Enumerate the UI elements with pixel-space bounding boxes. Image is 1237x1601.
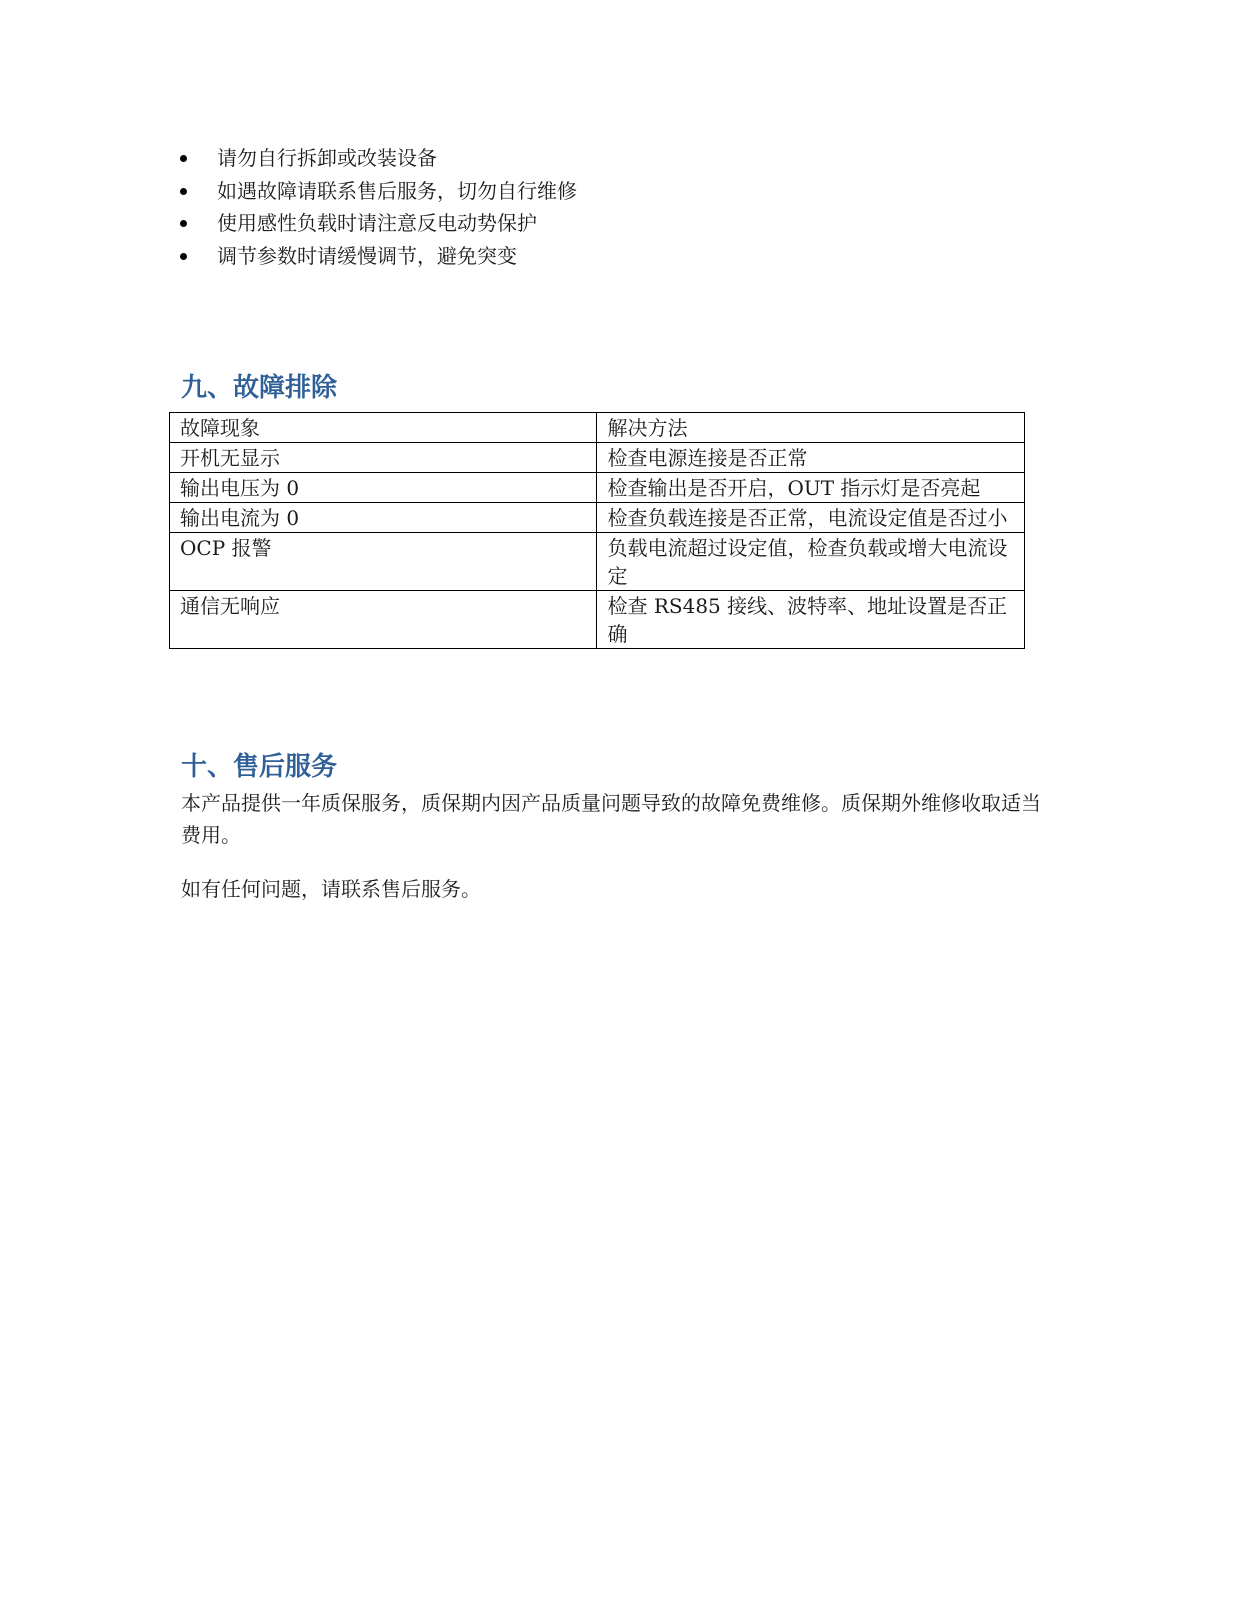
list-item xyxy=(172,240,577,273)
precautions-list xyxy=(172,142,577,272)
table-cell-symptom: 输出电压为 0 xyxy=(170,473,597,503)
bullet-icon xyxy=(180,253,187,260)
bullet-icon xyxy=(180,155,187,162)
bullet-icon xyxy=(180,188,187,195)
table-cell-symptom: OCP 报警 xyxy=(170,533,597,591)
table-cell-solution: 检查 RS485 接线、波特率、地址设置是否正确 xyxy=(597,591,1025,649)
table-cell-symptom: 输出电流为 0 xyxy=(170,503,597,533)
table-cell-solution: 检查电源连接是否正常 xyxy=(597,443,1025,473)
table-header-cell: 解决方法 xyxy=(597,413,1025,443)
list-item xyxy=(172,207,577,240)
table-row xyxy=(170,533,1025,591)
list-item-text: 调节参数时请缓慢调节，避免突变 xyxy=(217,243,517,268)
table-cell-solution: 检查负载连接是否正常，电流设定值是否过小 xyxy=(597,503,1025,533)
warranty-paragraph: 本产品提供一年质保服务，质保期内因产品质量问题导致的故障免费维修。质保期外维修收取适当费用。 xyxy=(181,791,1041,847)
after-sales-heading: 十、售后服务 xyxy=(181,752,338,782)
table-cell-solution: 检查输出是否开启，OUT 指示灯是否亮起 xyxy=(597,473,1025,503)
table-header-row xyxy=(170,413,1025,443)
table-row xyxy=(170,591,1025,649)
list-item xyxy=(172,175,577,208)
table-row xyxy=(170,443,1025,473)
table-row xyxy=(170,503,1025,533)
list-item-text: 使用感性负载时请注意反电动势保护 xyxy=(217,211,537,235)
table-cell-symptom: 通信无响应 xyxy=(170,591,597,649)
list-item-text: 请勿自行拆卸或改装设备 xyxy=(217,146,437,170)
list-item xyxy=(172,142,577,175)
table-cell-solution: 负载电流超过设定值，检查负载或增大电流设定 xyxy=(597,533,1025,591)
list-item-text: 如遇故障请联系售后服务，切勿自行维修 xyxy=(217,178,577,203)
contact-paragraph: 如有任何问题，请联系售后服务。 xyxy=(181,877,481,901)
bullet-icon xyxy=(180,220,187,227)
troubleshooting-table xyxy=(169,412,1025,649)
table-row xyxy=(170,473,1025,503)
table-cell-symptom: 开机无显示 xyxy=(170,443,597,473)
troubleshooting-heading: 九、故障排除 xyxy=(181,373,338,403)
table-header-cell: 故障现象 xyxy=(170,413,597,443)
